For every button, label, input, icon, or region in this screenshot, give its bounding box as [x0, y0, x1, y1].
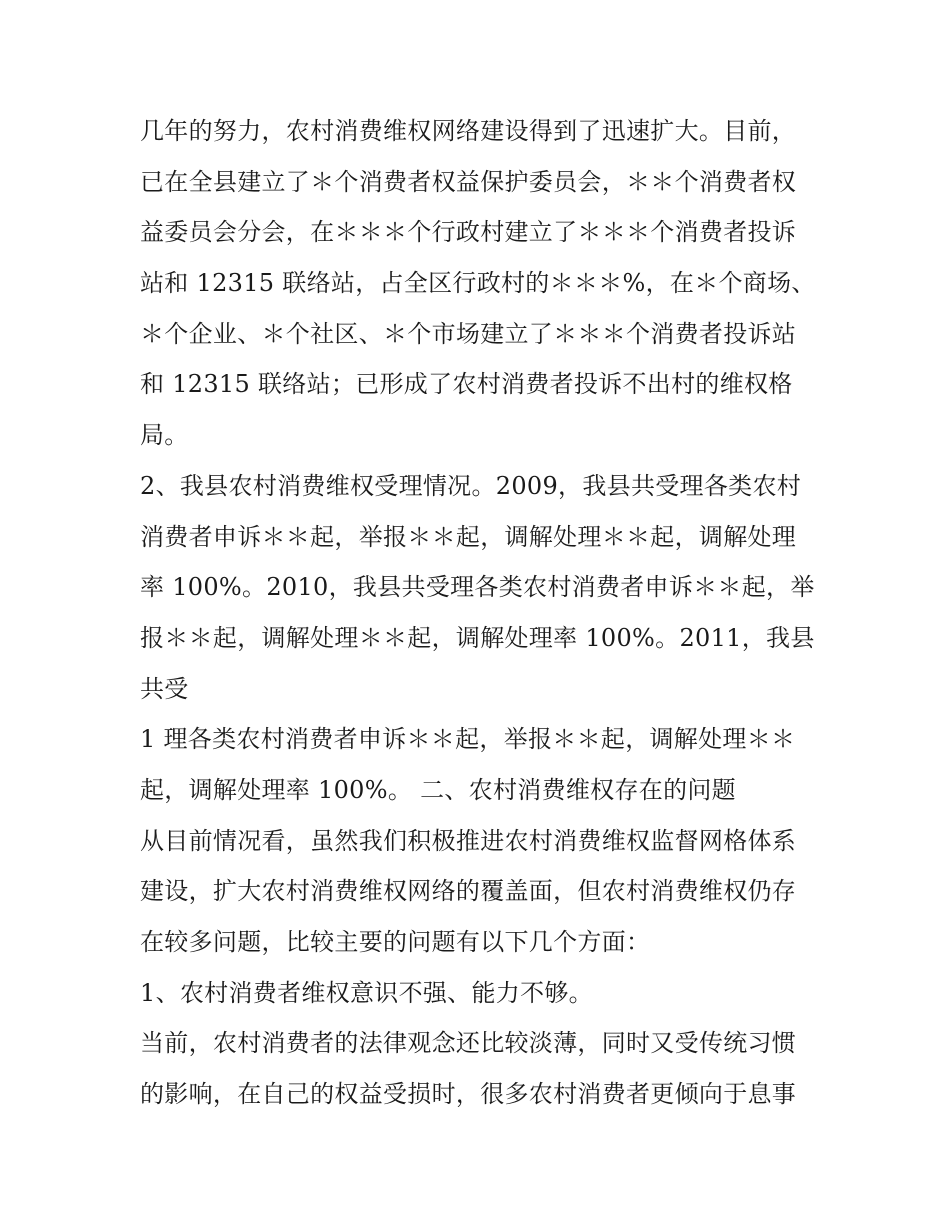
text-line: 的影响，在自己的权益受损时，很多农村消费者更倾向于息事: [140, 1080, 797, 1109]
text-line: 和 12315 联络站；已形成了农村消费者投诉不出村的维权格: [140, 370, 793, 399]
text-line: 从目前情况看，虽然我们积极推进农村消费维权监督网格体系: [140, 826, 797, 855]
text-line: 局。: [140, 421, 189, 450]
text-line: 益委员会分会，在＊＊＊个行政村建立了＊＊＊个消费者投诉: [140, 218, 797, 247]
document-body: [140, 106, 830, 1120]
text-line: 已在全县建立了＊个消费者权益保护委员会，＊＊个消费者权: [140, 167, 797, 196]
text-line: 2、我县农村消费维权受理情况。2009，我县共受理各类农村: [140, 471, 802, 500]
text-line: 在较多问题，比较主要的问题有以下几个方面：: [140, 928, 651, 956]
text-line: 站和 12315 联络站，占全区行政村的＊＊＊%，在＊个商场、: [140, 269, 816, 298]
text-line: 报＊＊起，调解处理＊＊起，调解处理率 100%。2011，我县: [140, 623, 815, 652]
text-line: 共受: [140, 674, 189, 703]
text-line: 消费者申诉＊＊起，举报＊＊起，调解处理＊＊起，调解处理: [140, 522, 797, 551]
text-line: ＊个企业、＊个社区、＊个市场建立了＊＊＊个消费者投诉站: [140, 319, 797, 348]
text-line: 1 理各类农村消费者申诉＊＊起，举报＊＊起，调解处理＊＊: [140, 725, 796, 754]
text-line: 当前，农村消费者的法律观念还比较淡薄，同时又受传统习惯: [140, 1029, 797, 1058]
text-line: 率 100%。2010，我县共受理各类农村消费者申诉＊＊起，举: [140, 573, 815, 602]
text-line: 几年的努力，农村消费维权网络建设得到了迅速扩大。目前，: [140, 117, 797, 145]
text-line: 1、农村消费者维权意识不强、能力不够。: [140, 978, 593, 1007]
text-line: 建设，扩大农村消费维权网络的覆盖面，但农村消费维权仍存: [140, 877, 797, 906]
text-line: 起，调解处理率 100%。 二、农村消费维权存在的问题: [140, 775, 736, 804]
